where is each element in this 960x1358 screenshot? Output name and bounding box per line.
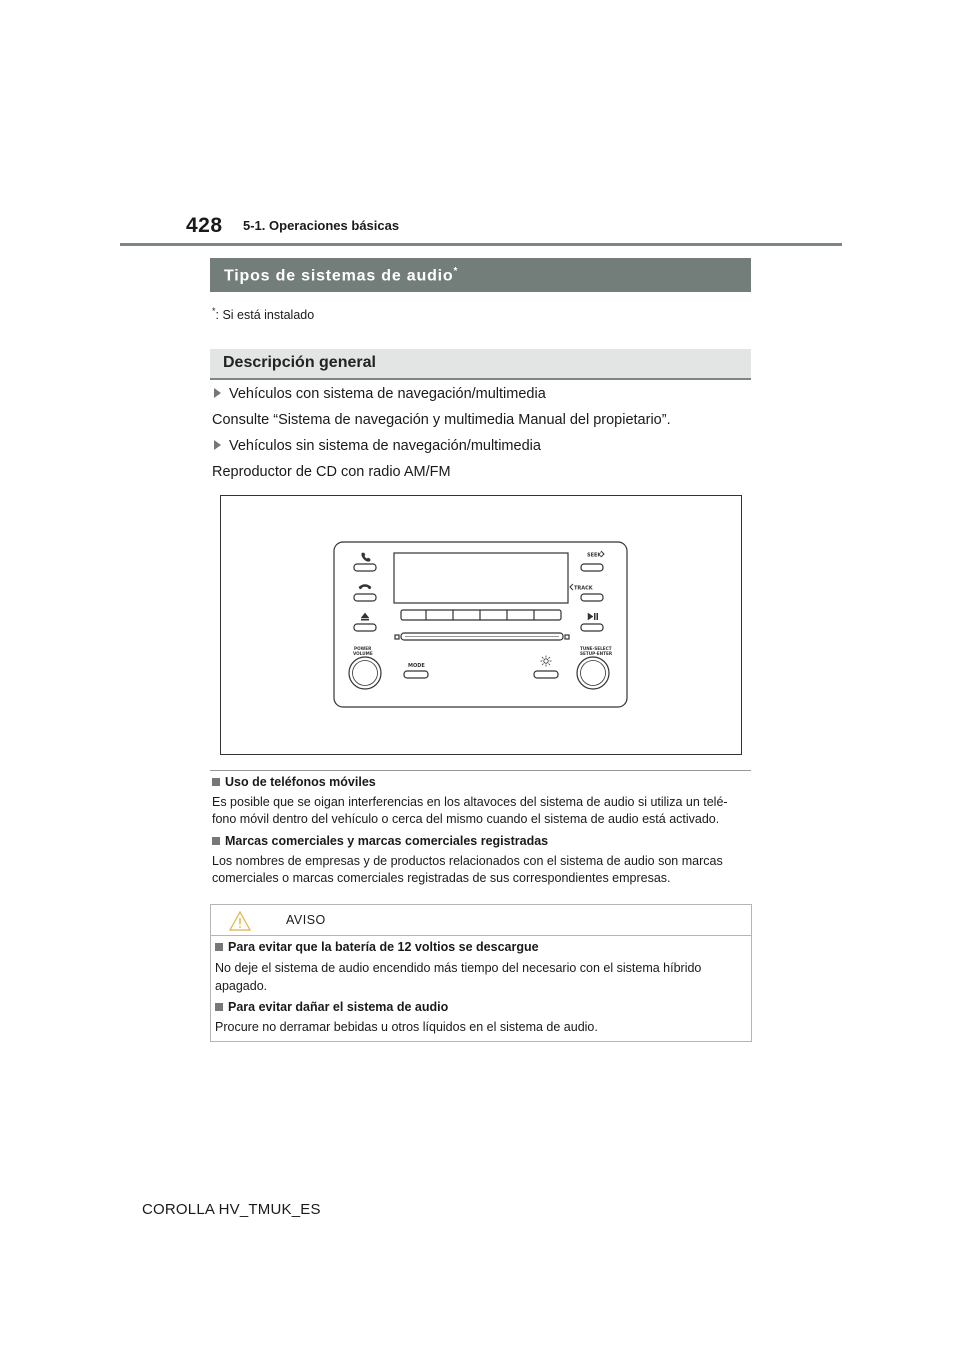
footnote: *: Si está instalado bbox=[212, 306, 315, 323]
audio-unit-drawing bbox=[221, 496, 741, 754]
note-heading-2: Marcas comerciales y marcas comerciales registradas bbox=[212, 834, 548, 848]
warning-label: AVISO bbox=[286, 913, 326, 927]
phone-hangup-button bbox=[354, 594, 376, 601]
section-title-bar bbox=[210, 258, 751, 292]
subheading: Descripción general bbox=[223, 354, 376, 371]
play-pause-button bbox=[581, 624, 603, 631]
mode-label: MODE bbox=[408, 663, 425, 669]
note-body-2: Los nombres de empresas y de productos relacionados con el sistema de audio son marcas comerciales o marcas comerciales registradas de sus correspondientes empresas. bbox=[212, 854, 723, 885]
display-screen bbox=[394, 553, 568, 603]
audio-unit-figure bbox=[220, 495, 742, 755]
phone-answer-icon bbox=[362, 553, 370, 561]
square-bullet-icon bbox=[215, 943, 223, 951]
item-text-2: Reproductor de CD con radio AM/FM bbox=[212, 464, 451, 480]
slot-indicator-left bbox=[395, 635, 399, 639]
header-rule bbox=[120, 243, 842, 246]
seek-button bbox=[581, 564, 603, 571]
track-chevron-icon bbox=[570, 584, 573, 590]
tune-select-label: TUNE·SELECT bbox=[580, 646, 612, 651]
brightness-button bbox=[534, 671, 558, 678]
title-footnote-marker: * bbox=[453, 266, 459, 277]
warning-box bbox=[210, 904, 752, 1042]
seek-chevron-icon bbox=[601, 551, 604, 557]
track-button bbox=[581, 594, 603, 601]
mode-button bbox=[404, 671, 428, 678]
page-number: 428 bbox=[186, 214, 223, 237]
section-title: Tipos de sistemas de audio* bbox=[224, 266, 459, 285]
setup-enter-label: SETUP·ENTER bbox=[580, 651, 613, 656]
triangle-bullet-icon bbox=[214, 388, 221, 398]
warning-body-2: Procure no derramar bebidas u otros líquidos en el sistema de audio. bbox=[215, 1020, 598, 1034]
warning-triangle-icon bbox=[228, 910, 252, 932]
power-label: POWER bbox=[354, 646, 372, 651]
eject-button bbox=[354, 624, 376, 631]
eject-icon bbox=[361, 613, 369, 618]
eject-bar bbox=[361, 619, 369, 621]
triangle-bullet-icon bbox=[214, 440, 221, 450]
brightness-icon bbox=[541, 656, 552, 667]
slot-indicator-right bbox=[565, 635, 569, 639]
item-text-1: Consulte “Sistema de navegación y multimedia Manual del propietario”. bbox=[212, 412, 671, 428]
note-heading-1: Uso de teléfonos móviles bbox=[212, 775, 376, 789]
section-label: 5-1. Operaciones básicas bbox=[243, 218, 400, 233]
preset-buttons bbox=[401, 610, 561, 620]
volume-label: VOLUME bbox=[353, 651, 373, 656]
warning-heading-1: Para evitar que la batería de 12 voltios se descargue bbox=[215, 940, 539, 954]
separator-rule bbox=[210, 770, 751, 771]
warning-header bbox=[211, 905, 751, 936]
document-footer: COROLLA HV_TMUK_ES bbox=[142, 1201, 321, 1218]
subheading-bar bbox=[210, 349, 751, 380]
square-bullet-icon bbox=[212, 778, 220, 786]
track-label: TRACK bbox=[574, 585, 593, 592]
tune-select-knob bbox=[577, 657, 609, 689]
note-body-1: Es posible que se oigan interferencias en los altavoces del sistema de audio si utiliza un telé- fono móvil dentro del vehículo o cerca del mismo cuando el sistema de audio está activado. bbox=[212, 795, 728, 826]
square-bullet-icon bbox=[212, 837, 220, 845]
square-bullet-icon bbox=[215, 1003, 223, 1011]
warning-body-1: No deje el sistema de audio encendido más tiempo del necesario con el sistema híbrido apagado. bbox=[215, 961, 702, 993]
item-bullet-2: Vehículos sin sistema de navegación/multimedia bbox=[214, 438, 541, 454]
seek-label: SEEK bbox=[587, 552, 602, 559]
play-pause-icon bbox=[588, 613, 593, 620]
power-volume-knob bbox=[349, 657, 381, 689]
phone-hangup-icon bbox=[359, 585, 371, 590]
phone-answer-button bbox=[354, 564, 376, 571]
item-bullet-1: Vehículos con sistema de navegación/multimedia bbox=[214, 386, 546, 402]
warning-heading-2: Para evitar dañar el sistema de audio bbox=[215, 1000, 448, 1014]
